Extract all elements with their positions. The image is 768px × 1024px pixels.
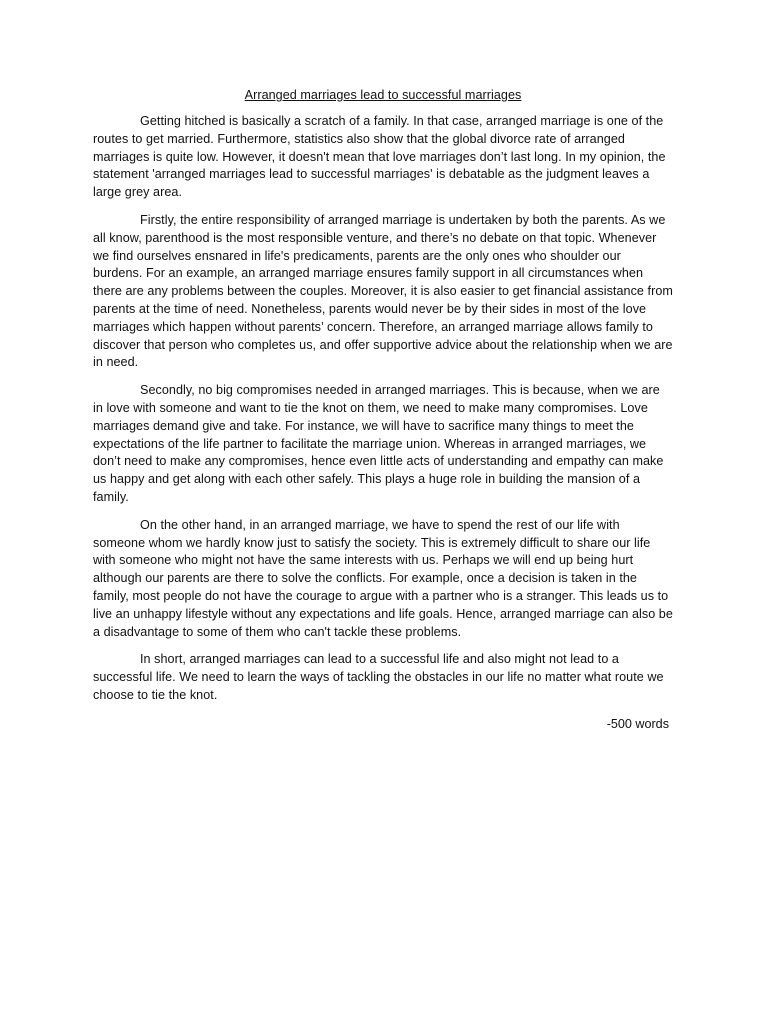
document-page	[93, 86, 673, 733]
paragraph-firstly: Firstly, the entire responsibility of arranged marriage is undertaken by both the parents. As we all know, parenthood is the most responsible venture, and there’s no debate on that topic. Whenever we find ourselves ensnared in life's predicaments, parents are the only ones who shoulder our burdens. For an example, an arranged marriage ensures family support in all circumstances when there are any problems between the couples. Moreover, it is also easier to get financial assistance from parents at the time of need. Nonetheless, parents would never be by their sides in most of the love marriages which happen without parents’ concern. Therefore, an arranged marriage allows family to discover that person who completes us, and offer supportive advice about the relationship when we are in need.	[93, 212, 673, 370]
paragraph-conclusion: In short, arranged marriages can lead to a successful life and also might not lead to a successful life. We need to learn the ways of tackling the obstacles in our life no matter what route we choose to tie the knot.	[93, 652, 664, 702]
word-count: -500 words	[606, 716, 669, 731]
document-title: Arranged marriages lead to successful marriages	[244, 88, 522, 102]
paragraph-secondly: Secondly, no big compromises needed in arranged marriages. This is because, when we are in love with someone and want to tie the knot on them, we need to make many compromises. Love marriages demand give and take. For instance, we will have to sacrifice many things to meet the expectations of the life partner to facilitate the marriage union. Whereas in arranged marriages, we don’t need to make any compromises, hence even little acts of understanding and empathy can make us happy and get along with each other safely. This plays a huge role in building the mansion of a family.	[93, 383, 664, 504]
paragraph-other-hand: On the other hand, in an arranged marriage, we have to spend the rest of our life with someone whom we hardly know just to satisfy the society. This is extremely difficult to share our life with someone who might not have the same interests with us. Perhaps we will end up being hurt although our parents are there to solve the conflicts. For example, once a decision is taken in the family, most people do not have the courage to argue with a partner who is a stranger. This leads us to live an unhappy lifestyle without any expectations and life goals. Hence, arranged marriage can also be a disadvantage to some of them who can't tackle these problems.	[93, 517, 673, 639]
paragraph-introduction: Getting hitched is basically a scratch of a family. In that case, arranged marriage is one of the routes to get married. Furthermore, statistics also show that the global divorce rate of arranged marriages is quite low. However, it doesn't mean that love marriages don’t last long. In my opinion, the statement 'arranged marriages lead to successful marriages' is debatable as the judgment leaves a large grey area.	[93, 114, 666, 200]
